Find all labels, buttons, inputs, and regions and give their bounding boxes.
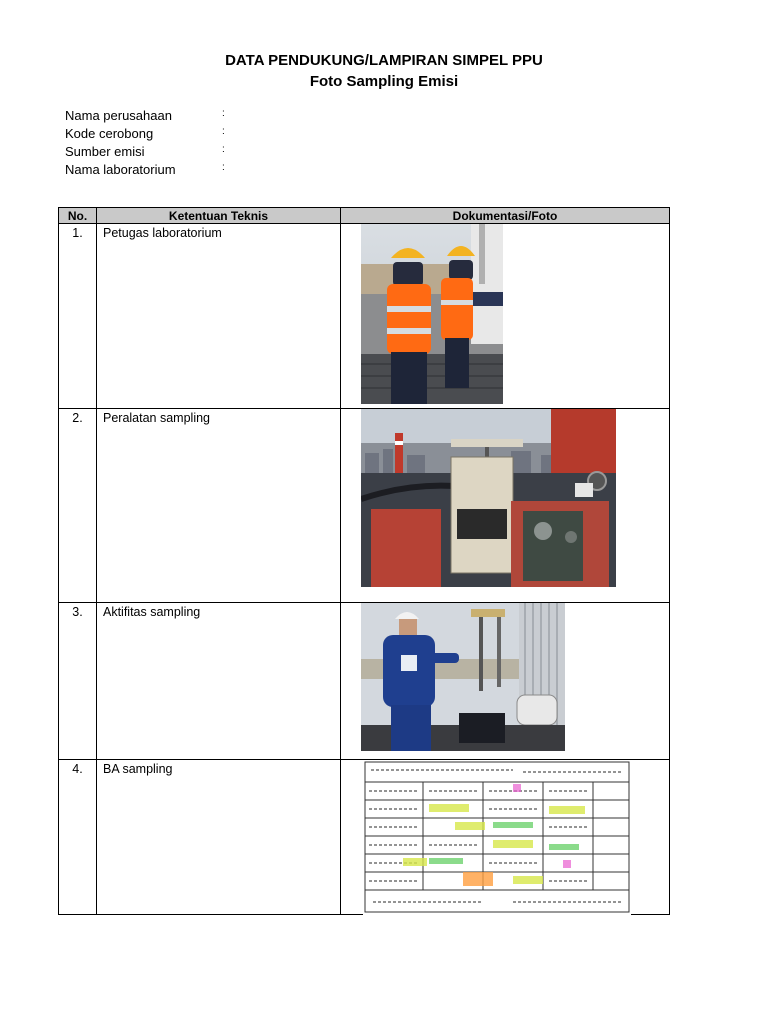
row-number: 4. <box>59 760 97 915</box>
table-row <box>59 603 670 760</box>
row-number: 3. <box>59 603 97 760</box>
row-item: Aktifitas sampling <box>97 603 341 760</box>
photo-cell <box>341 603 670 760</box>
meta-colon: : <box>222 162 225 173</box>
col-header-photo: Dokumentasi/Foto <box>341 208 670 224</box>
photo-cell <box>341 409 670 603</box>
row-number: 2. <box>59 409 97 603</box>
table-row <box>59 760 670 915</box>
meta-label: Kode cerobong <box>65 126 154 141</box>
sampling-equipment-photo <box>361 409 616 587</box>
documentation-table <box>58 207 670 915</box>
row-number: 1. <box>59 224 97 409</box>
sampling-activity-photo <box>361 603 565 751</box>
photo-cell <box>341 224 670 409</box>
meta-colon: : <box>222 108 225 119</box>
meta-colon: : <box>222 144 225 155</box>
sampling-report-scan <box>363 760 631 915</box>
table-row <box>59 224 670 409</box>
col-header-technical: Ketentuan Teknis <box>97 208 341 224</box>
table-header-row <box>59 208 670 224</box>
row-item: BA sampling <box>97 760 341 915</box>
document-subtitle: Foto Sampling Emisi <box>309 73 459 90</box>
row-item: Petugas laboratorium <box>97 224 341 409</box>
lab-officers-photo <box>361 224 503 404</box>
meta-colon: : <box>222 126 225 137</box>
col-header-no: No. <box>59 208 97 224</box>
document-title: DATA PENDUKUNG/LAMPIRAN SIMPEL PPU <box>225 52 543 69</box>
meta-label: Sumber emisi <box>65 144 145 159</box>
table-row <box>59 409 670 603</box>
meta-label: Nama perusahaan <box>65 108 172 123</box>
row-item: Peralatan sampling <box>97 409 341 603</box>
photo-cell <box>341 760 670 915</box>
meta-label: Nama laboratorium <box>65 162 176 177</box>
